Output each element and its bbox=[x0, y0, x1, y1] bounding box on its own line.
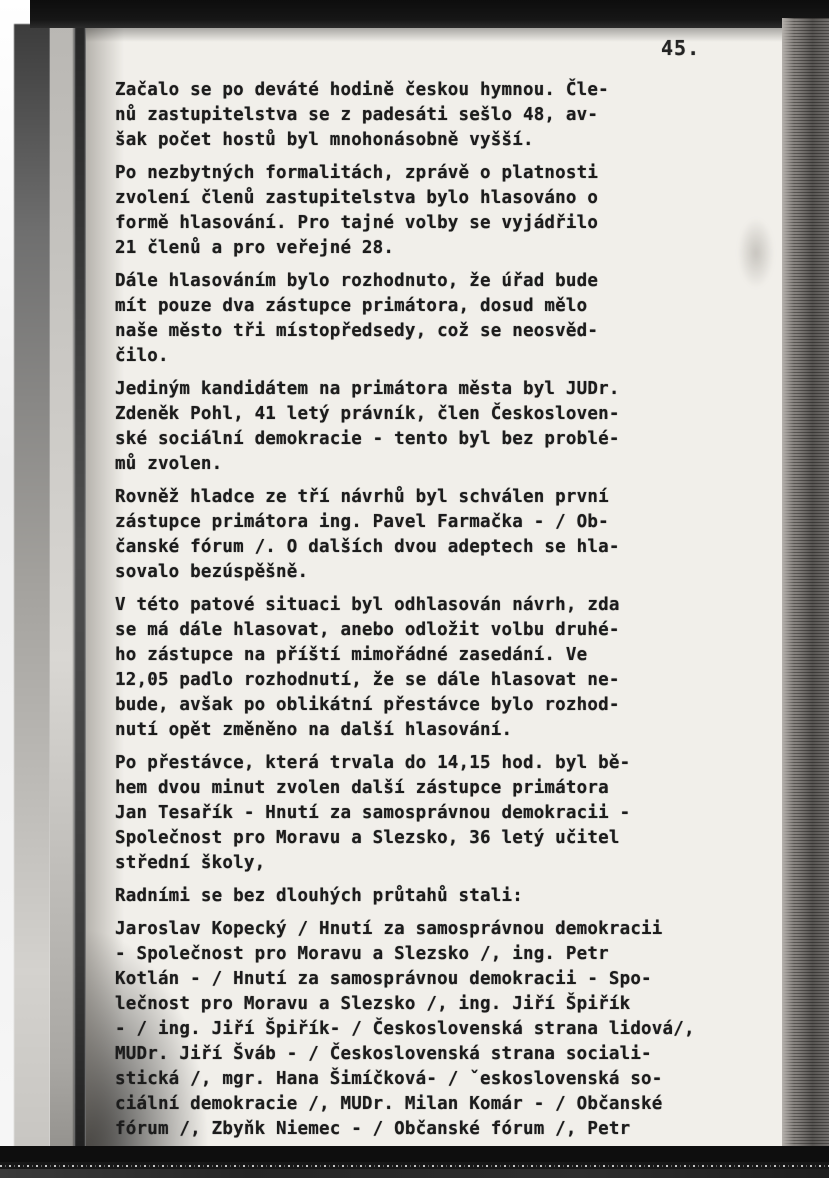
text-line: stická /, mgr. Hana Šimíčková- / ˇeskoslovenská so- bbox=[115, 1069, 663, 1089]
text-line: mů zvolen. bbox=[115, 454, 223, 474]
text-line: Radními se bez dlouhých průtahů stali: bbox=[115, 886, 523, 906]
scanner-bottom-strip bbox=[0, 1169, 829, 1178]
text-line: šak počet hostů byl mnohonásobně vyšší. bbox=[115, 130, 534, 150]
text-line: Jediným kandidátem na primátora města byl JUDr. bbox=[115, 379, 620, 399]
paragraph bbox=[115, 78, 755, 153]
paragraph bbox=[115, 884, 755, 909]
text-line: formě hlasování. Pro tajné volby se vyjádřilo bbox=[115, 213, 599, 233]
text-line: Jan Tesařík - Hnutí za samosprávnou demokracii - bbox=[115, 803, 631, 823]
text-line: bude, avšak po oblikátní přestávce bylo rozhod- bbox=[115, 695, 620, 715]
page-fold-crease bbox=[74, 24, 86, 1178]
text-line: Zdeněk Pohl, 41 letý právník, člen Českosloven- bbox=[115, 404, 620, 424]
text-line: 21 členů a pro veřejné 28. bbox=[115, 238, 395, 258]
paragraph bbox=[115, 269, 755, 369]
text-line: V této patové situaci byl odhlasován návrh, zda bbox=[115, 595, 620, 615]
text-line: Kotlán - / Hnutí za samosprávnou demokracii - Spo- bbox=[115, 969, 652, 989]
text-line: hem dvou minut zvolen další zástupce primátora bbox=[115, 778, 609, 798]
text-line: sovalo bezúspěšně. bbox=[115, 562, 309, 582]
book-fore-edge bbox=[782, 18, 829, 1178]
binding-gutter-light bbox=[50, 24, 74, 1178]
text-line: 12,05 padlo rozhodnutí, že se dále hlasovat ne- bbox=[115, 670, 620, 690]
scanner-top-band bbox=[30, 0, 829, 28]
text-line: Jaroslav Kopecký / Hnutí za samosprávnou demokracii bbox=[115, 919, 663, 939]
text-line: Společnost pro Moravu a Slezsko, 36 letý učitel bbox=[115, 828, 620, 848]
text-line: lečnost pro Moravu a Slezsko /, ing. Jiří Špiřík bbox=[115, 994, 631, 1014]
text-line: naše město tři místopředsedy, což se neosvěd- bbox=[115, 321, 599, 341]
scanner-speckle-band bbox=[0, 1162, 829, 1169]
text-line: ské sociální demokracie - tento byl bez problé- bbox=[115, 429, 620, 449]
paragraph bbox=[115, 917, 755, 1142]
paragraph bbox=[115, 161, 755, 261]
text-line: - / ing. Jiří Špiřík- / Československá strana lidová/, bbox=[115, 1019, 695, 1039]
paragraph bbox=[115, 593, 755, 743]
paragraph bbox=[115, 377, 755, 477]
page-number: 45. bbox=[661, 36, 701, 60]
text-block bbox=[115, 78, 755, 1150]
text-line: nutí opět změněno na další hlasování. bbox=[115, 720, 513, 740]
text-line: střední školy, bbox=[115, 853, 266, 873]
scanner-bottom-band bbox=[0, 1146, 829, 1162]
text-line: mít pouze dva zástupce primátora, dosud mělo bbox=[115, 296, 588, 316]
text-line: Po nezbytných formalitách, zprávě o platnosti bbox=[115, 163, 599, 183]
text-line: fórum /, Zbyňk Niemec - / Občanské fórum /, Petr bbox=[115, 1119, 631, 1139]
text-line: nů zastupitelstva se z padesáti sešlo 48, av- bbox=[115, 105, 599, 125]
text-line: - Společnost pro Moravu a Slezsko /, ing. Petr bbox=[115, 944, 609, 964]
text-line: zvolení členů zastupitelstva bylo hlasováno o bbox=[115, 188, 599, 208]
text-line: čanské fórum /. O dalších dvou adeptech se hla- bbox=[115, 537, 620, 557]
text-line: Začalo se po deváté hodině českou hymnou. Čle- bbox=[115, 80, 609, 100]
text-line: Rovněž hladce ze tří návrhů byl schválen první bbox=[115, 487, 609, 507]
text-line: zástupce primátora ing. Pavel Farmačka - / Ob- bbox=[115, 512, 609, 532]
text-line: čilo. bbox=[115, 346, 169, 366]
text-line: ho zástupce na příští mimořádné zasedání. Ve bbox=[115, 645, 588, 665]
text-line: se má dále hlasovat, anebo odložit volbu druhé- bbox=[115, 620, 620, 640]
binding-gutter-shadow bbox=[14, 24, 50, 1178]
paragraph bbox=[115, 751, 755, 876]
text-line: ciální demokracie /, MUDr. Milan Komár - / Občanské bbox=[115, 1094, 663, 1114]
text-line: Po přestávce, která trvala do 14,15 hod. byl bě- bbox=[115, 753, 631, 773]
text-line: MUDr. Jiří Šváb - / Československá strana sociali- bbox=[115, 1044, 652, 1064]
paragraph bbox=[115, 485, 755, 585]
text-line: Dále hlasováním bylo rozhodnuto, že úřad bude bbox=[115, 271, 599, 291]
document-page bbox=[86, 28, 782, 1146]
